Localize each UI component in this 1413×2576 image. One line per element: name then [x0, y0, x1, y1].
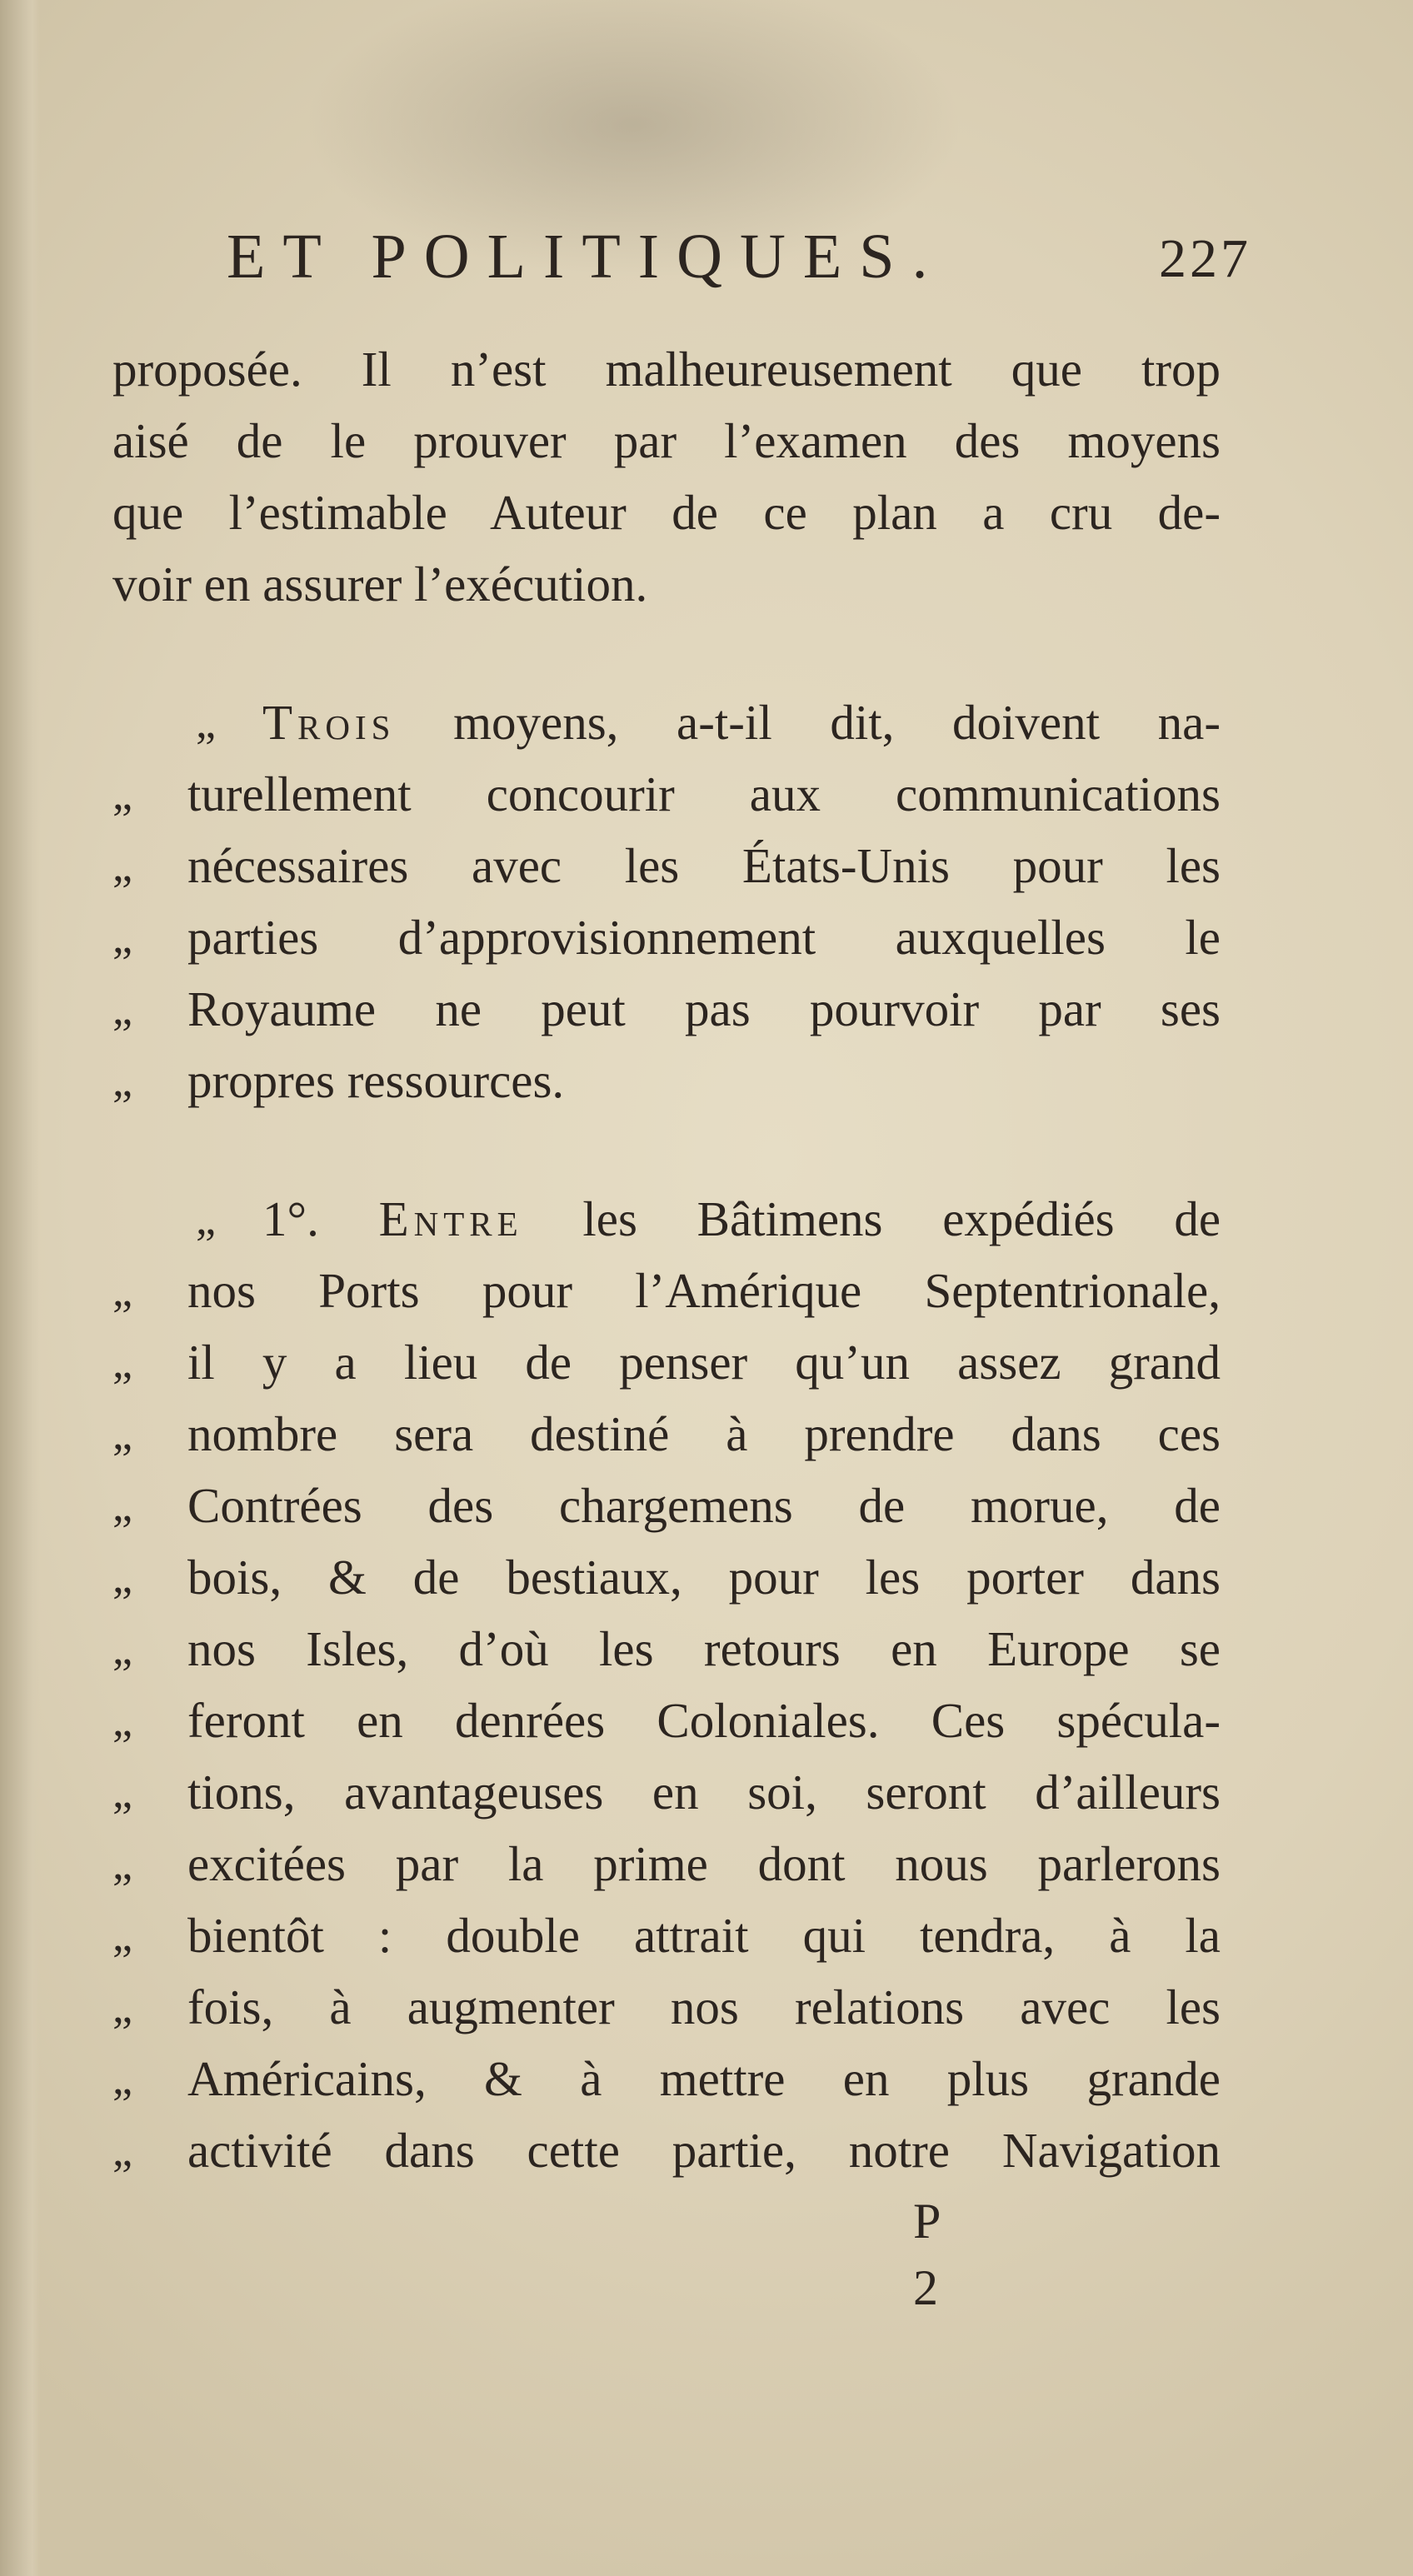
text-line — [112, 973, 1221, 1045]
quote-mark: „ — [112, 1767, 132, 1817]
text-line — [112, 1613, 1221, 1685]
lead-word-smallcaps: Trois — [262, 695, 396, 750]
text-line — [112, 758, 1221, 830]
quote-mark: „ — [112, 1409, 132, 1459]
text-line — [112, 901, 1221, 973]
text-line-content: tions, avantageuses en soi, seront d’ailleurs — [187, 1765, 1221, 1820]
text-line — [112, 2043, 1221, 2114]
quote-mark: „ — [112, 1982, 132, 2032]
quote-mark: „ — [112, 2054, 132, 2104]
text-line-content: activité dans cette partie, notre Navigation — [187, 2123, 1221, 2178]
text-line — [112, 686, 1221, 758]
page-number: 227 — [1159, 228, 1251, 289]
text-line-content: Contrées des chargemens de morue, de — [187, 1478, 1221, 1533]
quote-mark: „ — [112, 1337, 132, 1387]
lead-word-smallcaps: Entre — [378, 1191, 523, 1246]
text-line: que l’estimable Auteur de ce plan a cru de- — [112, 485, 1221, 540]
text-line-content: Américains, & à mettre en plus grande — [187, 2051, 1221, 2106]
text-line-content: turellement concourir aux communications — [187, 766, 1221, 821]
quote-mark: „ — [196, 1194, 216, 1244]
text-line-content: moyens, a-t-il dit, doivent na- — [453, 695, 1221, 750]
text-line — [112, 1183, 1221, 1255]
signature-mark: P 2 — [913, 2194, 955, 2315]
quote-mark: „ — [112, 1056, 132, 1106]
text-line-content: Royaume ne peut pas pourvoir par ses — [187, 981, 1221, 1036]
text-line — [112, 2114, 1221, 2186]
text-line — [112, 1756, 1221, 1828]
running-head-title: ET POLITIQUES. — [227, 222, 946, 292]
text-line — [112, 830, 1221, 901]
quote-mark: „ — [112, 1695, 132, 1745]
text-line-content: propres ressources. — [187, 1053, 565, 1108]
text-line — [112, 1828, 1221, 1900]
text-line — [112, 1900, 1221, 1971]
text-line — [112, 1971, 1221, 2043]
quote-mark: „ — [112, 1552, 132, 1602]
quote-mark: „ — [112, 2125, 132, 2175]
text-line — [112, 1685, 1221, 1756]
quote-mark: „ — [112, 841, 132, 891]
body-text — [112, 333, 1221, 2186]
text-line — [112, 1255, 1221, 1326]
quote-mark: „ — [112, 984, 132, 1034]
text-line — [112, 1045, 1221, 1116]
page-gutter — [0, 0, 40, 2576]
text-line-content: fois, à augmenter nos relations avec les — [187, 1979, 1221, 2034]
text-line-content: les Bâtimens expédiés de — [582, 1191, 1221, 1246]
text-line-content: bois, & de bestiaux, pour les porter dans — [187, 1550, 1221, 1605]
running-head — [227, 215, 1251, 307]
text-line: aisé de le prouver par l’examen des moyens — [112, 413, 1221, 468]
quote-mark: „ — [112, 1839, 132, 1889]
text-line-content: nos Ports pour l’Amérique Septentrionale, — [187, 1263, 1221, 1318]
item-number: 1°. — [262, 1191, 319, 1246]
text-line-content: parties d’approvisionnement auxquelles le — [187, 910, 1221, 965]
text-line-content: feront en denrées Coloniales. Ces spécula- — [187, 1693, 1221, 1748]
text-line: voir en assurer l’exécution. — [112, 557, 648, 612]
text-line — [112, 1470, 1221, 1541]
text-line-content: nos Isles, d’où les retours en Europe se — [187, 1621, 1221, 1676]
quote-mark: „ — [112, 912, 132, 962]
quote-mark: „ — [112, 1910, 132, 1960]
quote-mark: „ — [196, 697, 216, 747]
text-line-content: nécessaires avec les États-Unis pour les — [187, 838, 1221, 893]
text-line: proposée. Il n’est malheureusement que trop — [112, 342, 1221, 397]
text-line — [112, 1326, 1221, 1398]
text-line — [112, 1398, 1221, 1470]
text-line — [112, 1541, 1221, 1613]
text-line-content: bientôt : double attrait qui tendra, à la — [187, 1908, 1221, 1963]
text-line-content: nombre sera destiné à prendre dans ces — [187, 1406, 1221, 1461]
quote-mark: „ — [112, 1480, 132, 1530]
quote-mark: „ — [112, 769, 132, 819]
text-line-content: il y a lieu de penser qu’un assez grand — [187, 1335, 1221, 1390]
text-line-content: excitées par la prime dont nous parlerons — [187, 1836, 1221, 1891]
quote-mark: „ — [112, 1624, 132, 1674]
quote-mark: „ — [112, 1266, 132, 1315]
